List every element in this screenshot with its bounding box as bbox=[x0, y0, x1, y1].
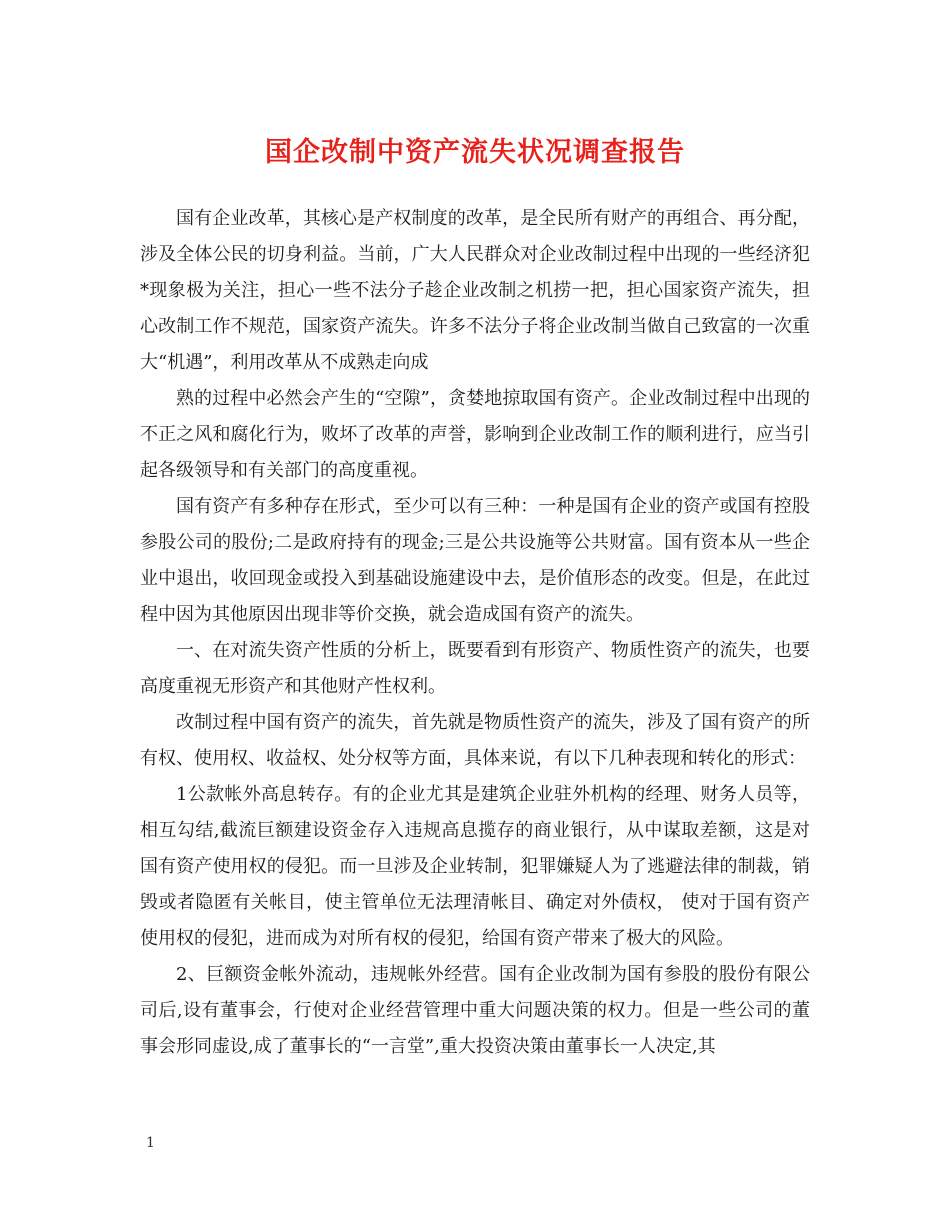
paragraph-4: 一、在对流失资产性质的分析上，既要看到有形资产、物质性资产的流失，也要高度重视无形资产和其他财产性权利。 bbox=[140, 640, 810, 697]
paragraph-6: 1公款帐外高息转存。有的企业尤其是建筑企业驻外机构的经理、财务人员等，相互勾结,截流巨额建设资金存入违规高息揽存的商业银行，从中谋取差额，这是对国有资产使用权的侵犯。而一旦涉及企业转制，犯罪嫌疑人为了逃避法律的制裁，销毁或者隐匿有关帐目，使主管单位无法理清帐目、确定对外债权， 使对于国有资产使用权的侵犯，进而成为对所有权的侵犯，给国有资产带来了极大的风险。 bbox=[140, 784, 810, 949]
paragraph-2: 熟的过程中必然会产生的“空隙”，贪婪地掠取国有资产。企业改制过程中出现的不正之风和腐化行为，败坏了改革的声誉，影响到企业改制工作的顺利进行，应当引起各级领导和有关部门的高度重视。 bbox=[140, 388, 810, 481]
paragraph-1: 国有企业改革，其核心是产权制度的改革，是全民所有财产的再组合、再分配，涉及全体公民的切身利益。当前，广大人民群众对企业改制过程中出现的一些经济犯*现象极为关注，担心一些不法分子趁企业改制之机捞一把，担心国家资产流失，担心改制工作不规范，国家资产流失。许多不法分子将企业改制当做自己致富的一次重大“机遇”，利用改革从不成熟走向成 bbox=[140, 208, 810, 373]
document-body bbox=[140, 201, 810, 1065]
paragraph-7: 2、巨额资金帐外流动，违规帐外经营。国有企业改制为国有参股的股份有限公司后,设有董事会，行使对企业经营管理中重大问题决策的权力。但是一些公司的董事会形同虚设,成了董事长的“一言堂”,重大投资决策由董事长一人决定,其 bbox=[140, 964, 810, 1057]
page-number: 1 bbox=[146, 1135, 155, 1151]
paragraph-5: 改制过程中国有资产的流失，首先就是物质性资产的流失，涉及了国有资产的所有权、使用权、收益权、处分权等方面，具体来说，有以下几种表现和转化的形式： bbox=[140, 712, 810, 769]
paragraph-3: 国有资产有多种存在形式，至少可以有三种：一种是国有企业的资产或国有控股参股公司的股份;二是政府持有的现金;三是公共设施等公共财富。国有资本从一些企业中退出，收回现金或投入到基础设施建设中去，是价值形态的改变。但是，在此过程中因为其他原因出现非等价交换，就会造成国有资产的流失。 bbox=[140, 496, 810, 625]
document-title: 国企改制中资产流失状况调查报告 bbox=[265, 137, 685, 168]
